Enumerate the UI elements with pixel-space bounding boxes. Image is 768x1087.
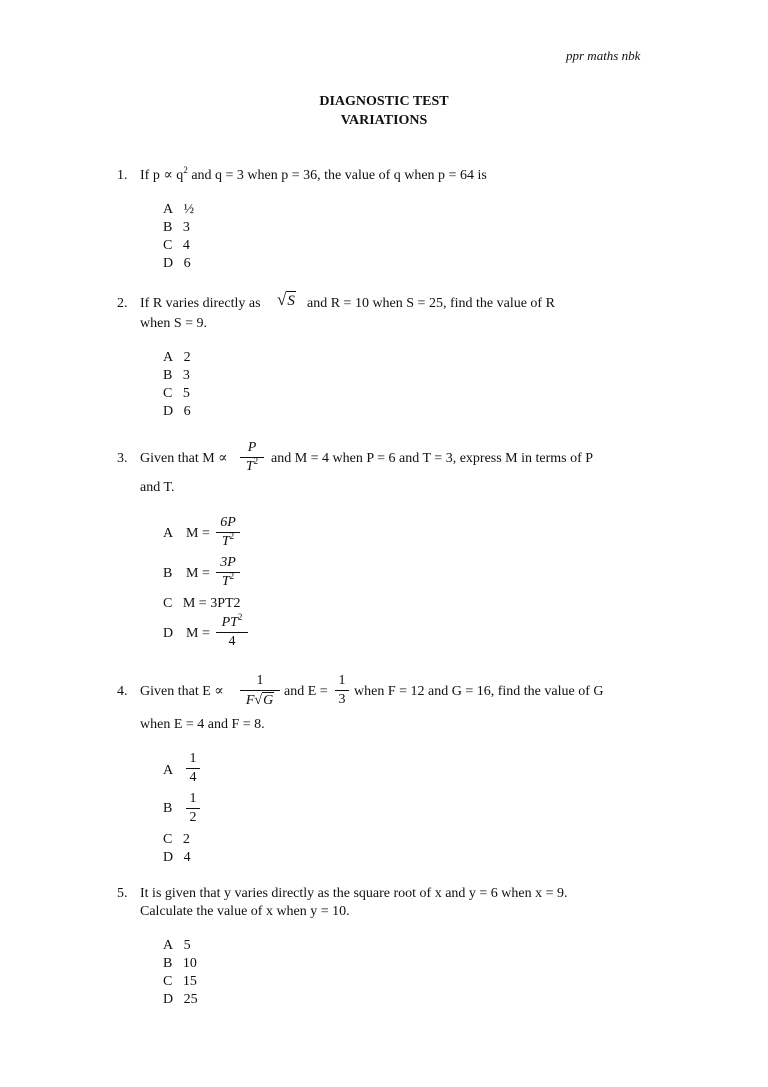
exponent: 2	[253, 456, 259, 466]
option-letter: A	[163, 202, 174, 217]
option-value: 6	[183, 256, 191, 271]
option-fraction	[186, 751, 200, 786]
option-value: 4	[182, 238, 190, 253]
question-text-end: and q = 3 when p = 36, the value of q when p = 64 is	[187, 168, 487, 183]
option-letter: C	[163, 386, 173, 401]
option-a[interactable]	[163, 937, 191, 955]
option-letter: C	[163, 596, 173, 611]
option-value: 2	[183, 350, 191, 365]
option-value: ½	[183, 202, 195, 217]
option-a[interactable]	[163, 349, 191, 367]
option-letter: B	[163, 566, 173, 581]
option-letter: D	[163, 850, 174, 865]
radicand: S	[287, 293, 295, 309]
page-subtitle: VARIATIONS	[340, 113, 428, 128]
option-value: 2	[182, 832, 190, 847]
option-fraction	[186, 791, 200, 826]
option-c[interactable]	[163, 385, 190, 403]
denominator: 4	[189, 770, 197, 785]
option-fraction	[216, 612, 248, 650]
question-text-middle: and E =	[284, 684, 328, 699]
page-title: DIAGNOSTIC TEST	[319, 94, 449, 109]
question-text-line2: when E = 4 and F = 8.	[140, 717, 265, 732]
numerator: P	[247, 440, 257, 455]
denominator: T	[245, 459, 254, 474]
option-b[interactable]	[163, 955, 197, 973]
option-value: 5	[183, 938, 191, 953]
numerator: 6P	[220, 515, 236, 530]
question-text-end: and M = 4 when P = 6 and T = 3, express M in terms of P	[271, 451, 594, 466]
option-c[interactable]	[163, 595, 241, 613]
option-c[interactable]	[163, 831, 190, 849]
exponent: 2	[237, 612, 243, 622]
option-d[interactable]	[163, 403, 191, 421]
denominator: 3	[338, 692, 346, 707]
option-value: M = 3PT2	[182, 596, 241, 611]
option-letter: A	[163, 938, 174, 953]
numerator: 3P	[220, 555, 236, 570]
denominator: T	[221, 574, 230, 589]
numerator: 1	[338, 673, 346, 688]
option-value: 4	[183, 850, 191, 865]
option-letter: B	[163, 368, 173, 383]
question-text: It is given that y varies directly as the square root of x and y = 6 when x = 9.	[140, 886, 568, 901]
question-text-start: Given that M ∝	[140, 451, 228, 466]
option-letter: B	[163, 801, 173, 816]
option-letter: A	[163, 763, 174, 778]
question-text-line2: and T.	[140, 480, 175, 495]
option-value: 15	[182, 974, 197, 989]
option-c[interactable]	[163, 973, 197, 991]
option-lhs: M =	[186, 626, 210, 641]
question-text-line2: when S = 9.	[140, 316, 208, 331]
denominator: 2	[189, 810, 197, 825]
question-number: 2.	[117, 296, 128, 311]
fraction	[335, 673, 349, 708]
option-c[interactable]	[163, 237, 190, 255]
question-text-end: when F = 12 and G = 16, find the value of G	[354, 684, 604, 699]
option-d[interactable]	[163, 255, 191, 273]
option-b[interactable]	[163, 367, 190, 385]
exponent: 2	[229, 571, 235, 581]
option-letter: D	[163, 626, 174, 641]
question-number: 4.	[117, 684, 128, 699]
option-value: 25	[183, 992, 198, 1007]
option-value: 3	[182, 220, 190, 235]
option-letter: C	[163, 832, 173, 847]
question-number: 5.	[117, 886, 128, 901]
fraction	[240, 440, 264, 475]
question-text-start: If R varies directly as	[140, 296, 261, 311]
option-lhs: M =	[186, 526, 210, 541]
question-text-end: and R = 10 when S = 25, find the value of R	[307, 296, 555, 311]
question-number: 3.	[117, 451, 128, 466]
option-letter: C	[163, 974, 173, 989]
option-value: 6	[183, 404, 191, 419]
denominator: T	[221, 534, 230, 549]
option-fraction	[216, 555, 240, 590]
denominator-variable: F	[245, 693, 255, 708]
option-fraction	[216, 515, 240, 550]
question-text-start: Given that E ∝	[140, 684, 224, 699]
question-number: 1.	[117, 168, 128, 183]
fraction: 1 F√G	[240, 673, 280, 709]
option-letter: C	[163, 238, 173, 253]
option-value: 3	[182, 368, 190, 383]
option-letter: A	[163, 526, 174, 541]
option-letter: D	[163, 256, 174, 271]
numerator: 1	[256, 673, 264, 688]
option-value: 10	[182, 956, 197, 971]
numerator: PT	[221, 615, 238, 630]
numerator: 1	[189, 751, 197, 766]
option-letter: A	[163, 350, 174, 365]
question-text	[140, 167, 487, 185]
option-letter: B	[163, 956, 173, 971]
option-d[interactable]	[163, 991, 198, 1009]
option-a[interactable]	[163, 201, 194, 219]
question-text-start: If p ∝ q	[140, 168, 184, 183]
option-letter: B	[163, 220, 173, 235]
option-d[interactable]	[163, 849, 191, 867]
denominator: 4	[228, 634, 236, 649]
question-text-line2: Calculate the value of x when y = 10.	[140, 904, 350, 919]
option-b[interactable]	[163, 219, 190, 237]
numerator: 1	[189, 791, 197, 806]
exponent: 2	[229, 531, 235, 541]
sqrt-expression: √S	[277, 290, 295, 309]
option-letter: D	[163, 992, 174, 1007]
option-value: 5	[182, 386, 190, 401]
option-letter: D	[163, 404, 174, 419]
radicand: G	[263, 693, 274, 708]
exponent: 2	[183, 165, 188, 175]
page-header-author: ppr maths nbk	[566, 48, 641, 63]
option-lhs: M =	[186, 566, 210, 581]
